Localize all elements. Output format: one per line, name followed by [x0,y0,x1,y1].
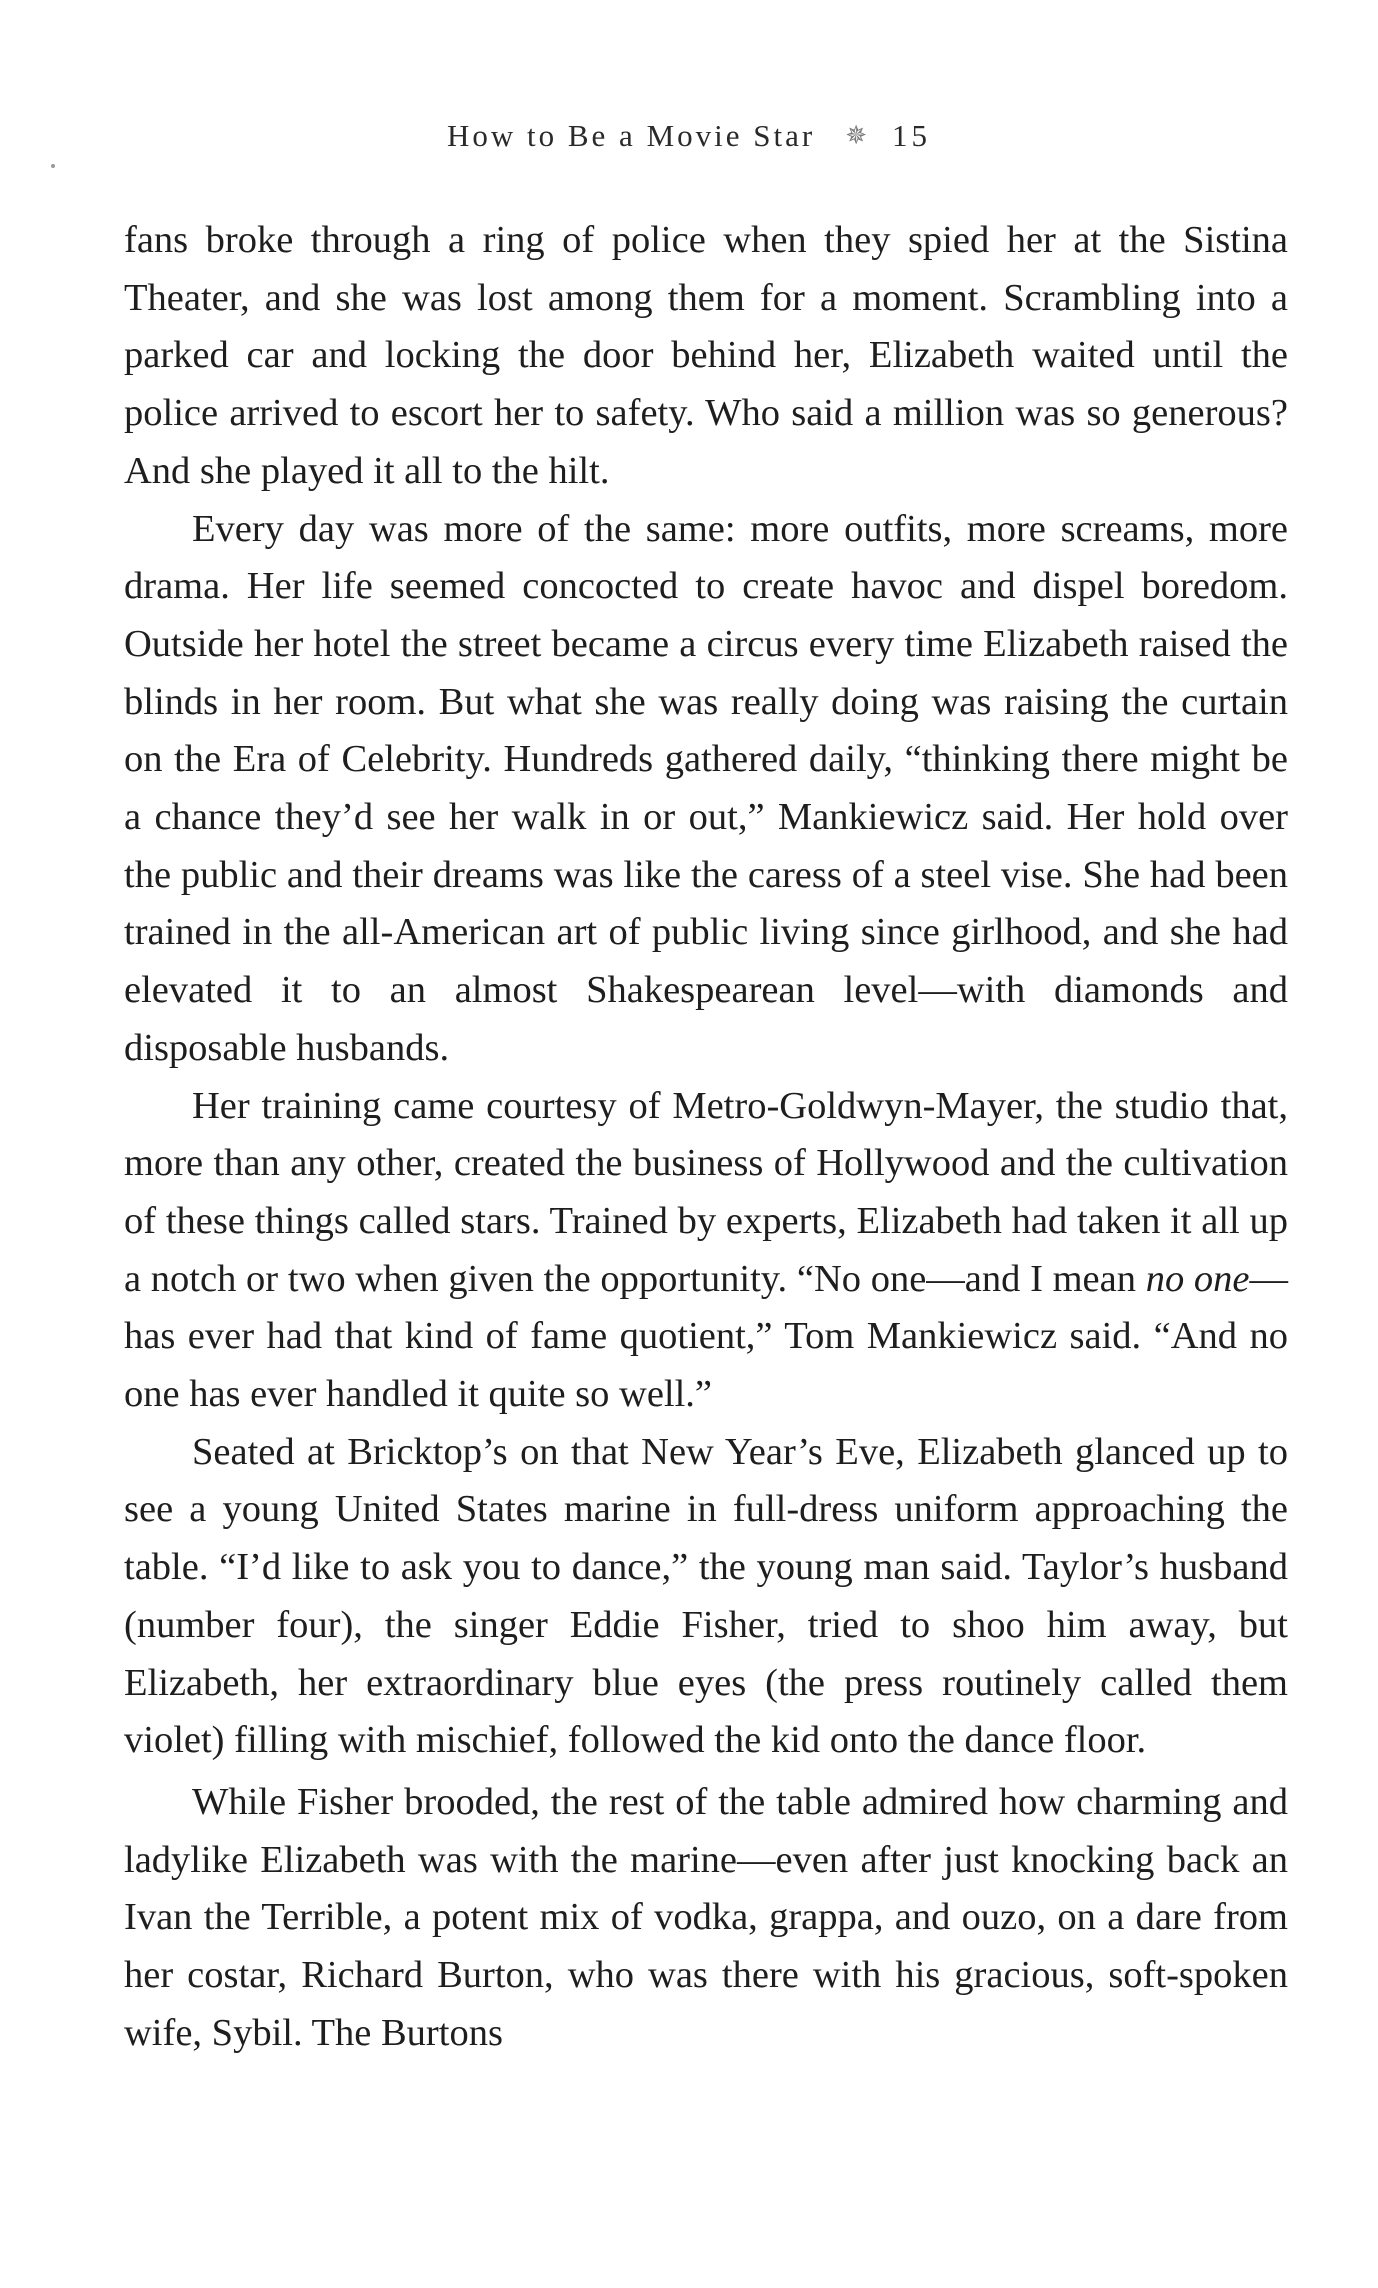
running-head-title: How to Be a Movie Star [446,118,816,153]
paragraph-3 [124,1078,1288,1424]
page-number: 15 [892,118,931,153]
star-ornament-icon: ✵ [845,121,870,150]
paragraph-3-text-after: —has ever had that kind of fame quotient,” Tom Mankiewicz said. “And no one has ever handled it quite so well.” [124,1257,1288,1416]
paragraph-2: Every day was more of the same: more outfits, more screams, more drama. Her life seemed concocted to create havoc and dispel boredom. Outside her hotel the street became a circus every time Elizabeth raised the blinds in her room. But what she was really doing was raising the curtain on the Era of Celebrity. Hundreds gathered daily, “thinking there might be a chance they’d see her walk in or out,” Mankiewicz said. Her hold over the public and their dreams was like the caress of a steel vise. She had been trained in the all-American art of public living since girlhood, and she had elevated it to an almost Shakespearean level—with diamonds and disposable husbands. [124,507,1288,1069]
paragraph-5: While Fisher brooded, the rest of the table admired how charming and ladylike Elizabeth was with the marine—even after just knocking back an Ivan the Terrible, a potent mix of vodka, grappa, and ouzo, on a dare from her costar, Richard Burton, who was there with his gracious, soft-spoken wife, Sybil. The Burtons [124,1780,1288,2054]
paragraph-3-emphasis: no one [1145,1257,1250,1300]
paragraph-4: Seated at Bricktop’s on that New Year’s Eve, Elizabeth glanced up to see a young United States marine in full-dress uniform approaching the table. “I’d like to ask you to dance,” the young man said. Taylor’s husband (number four), the singer Eddie Fisher, tried to shoo him away, but Elizabeth, her extraordinary blue eyes (the press routinely called them violet) filling with mischief, followed the kid onto the dance floor. [124,1430,1288,1762]
print-speck [51,164,55,168]
paragraph-3-text-before: Her training came courtesy of Metro-Goldwyn-Mayer, the studio that, more than any other, created the business of Hollywood and the cultivation of these things called stars. Trained by experts, Elizabeth had taken it all up a notch or two when given the opportunity. “No one—and I mean [124,1084,1288,1300]
body-text [124,212,1288,2063]
paragraph-1: fans broke through a ring of police when they spied her at the Sistina Theater, and she was lost among them for a moment. Scrambling into a parked car and locking the door behind her, Elizabeth waited until the police arrived to escort her to safety. Who said a million was so generous? And she played it all to the hilt. [124,219,1288,492]
running-head [0,118,1378,154]
